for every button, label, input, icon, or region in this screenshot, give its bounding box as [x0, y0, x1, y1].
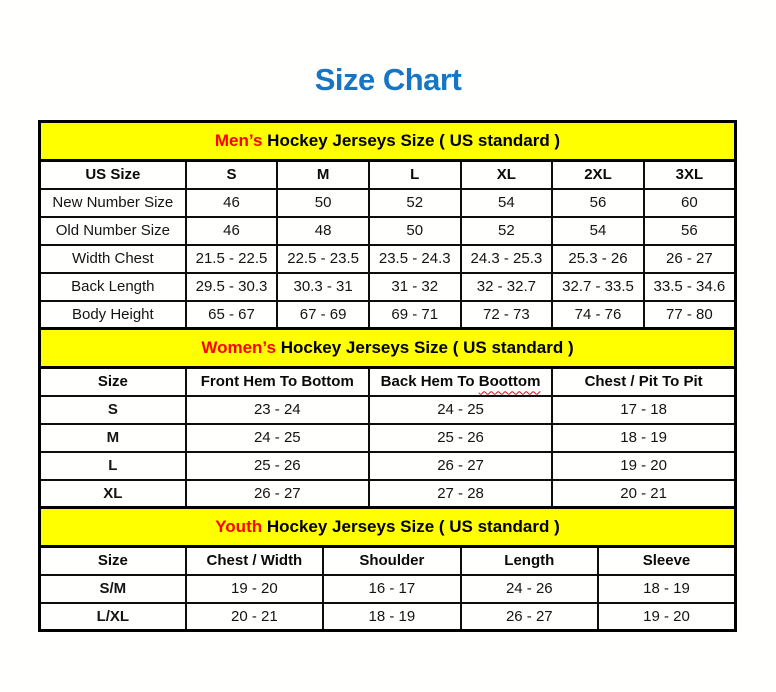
- size-cell: 26 - 27: [644, 245, 736, 273]
- section-heading-womens: [38, 327, 737, 369]
- size-cell: 25.3 - 26: [552, 245, 644, 273]
- column-header: Back Hem To Boottom: [369, 368, 552, 396]
- size-cell: 69 - 71: [369, 301, 461, 329]
- row-label-cell: S: [40, 396, 186, 424]
- size-cell: 30.3 - 31: [277, 273, 369, 301]
- size-cell: 18 - 19: [323, 603, 460, 631]
- table-row: [40, 217, 736, 245]
- size-cell: 25 - 26: [186, 452, 369, 480]
- size-cell: 32 - 32.7: [461, 273, 553, 301]
- header-row: [40, 547, 736, 575]
- size-cell: 24 - 26: [461, 575, 598, 603]
- header-row: [40, 161, 736, 189]
- section-mens: [38, 120, 737, 330]
- column-header: Sleeve: [598, 547, 735, 575]
- section-heading-text: Hockey Jerseys Size ( US standard ): [280, 338, 574, 357]
- size-cell: 60: [644, 189, 736, 217]
- section-youth: [38, 506, 737, 632]
- section-heading-text: Hockey Jerseys Size ( US standard ): [266, 517, 560, 536]
- size-cell: 50: [369, 217, 461, 245]
- section-heading-accent: Men’s: [214, 131, 263, 150]
- misspelled-word: Boottom: [478, 373, 541, 391]
- size-cell: 19 - 20: [598, 603, 735, 631]
- column-header: XL: [461, 161, 553, 189]
- table-row: [40, 480, 736, 508]
- row-label-cell: New Number Size: [40, 189, 186, 217]
- row-label-cell: S/M: [40, 575, 186, 603]
- size-cell: 29.5 - 30.3: [186, 273, 278, 301]
- size-cell: 16 - 17: [323, 575, 460, 603]
- column-header: Size: [40, 368, 186, 396]
- table-row: [40, 424, 736, 452]
- table-row: [40, 396, 736, 424]
- column-header: M: [277, 161, 369, 189]
- size-cell: 72 - 73: [461, 301, 553, 329]
- size-cell: 46: [186, 217, 278, 245]
- column-header: 3XL: [644, 161, 736, 189]
- size-cell: 48: [277, 217, 369, 245]
- row-label-cell: Back Length: [40, 273, 186, 301]
- size-cell: 20 - 21: [186, 603, 323, 631]
- row-label-cell: Old Number Size: [40, 217, 186, 245]
- size-cell: 20 - 21: [552, 480, 735, 508]
- size-cell: 24 - 25: [369, 396, 552, 424]
- table-row: [40, 301, 736, 329]
- size-cell: 26 - 27: [369, 452, 552, 480]
- size-cell: 26 - 27: [461, 603, 598, 631]
- size-table-womens: [38, 366, 737, 509]
- table-row: [40, 245, 736, 273]
- size-cell: 31 - 32: [369, 273, 461, 301]
- size-cell: 77 - 80: [644, 301, 736, 329]
- section-heading-accent: Youth: [215, 517, 263, 536]
- size-cell: 54: [552, 217, 644, 245]
- size-cell: 65 - 67: [186, 301, 278, 329]
- size-cell: 23 - 24: [186, 396, 369, 424]
- size-tables: [38, 120, 737, 632]
- size-cell: 52: [369, 189, 461, 217]
- column-header: 2XL: [552, 161, 644, 189]
- column-header: Size: [40, 547, 186, 575]
- row-label-cell: XL: [40, 480, 186, 508]
- section-womens: [38, 327, 737, 509]
- column-header: US Size: [40, 161, 186, 189]
- section-heading-mens: [38, 120, 737, 162]
- size-cell: 56: [552, 189, 644, 217]
- row-label-cell: L: [40, 452, 186, 480]
- size-cell: 67 - 69: [277, 301, 369, 329]
- size-cell: 22.5 - 23.5: [277, 245, 369, 273]
- size-cell: 19 - 20: [186, 575, 323, 603]
- column-header: S: [186, 161, 278, 189]
- size-cell: 27 - 28: [369, 480, 552, 508]
- row-label-cell: Body Height: [40, 301, 186, 329]
- size-cell: 18 - 19: [598, 575, 735, 603]
- page-title: Size Chart: [314, 62, 462, 97]
- table-row: [40, 273, 736, 301]
- column-header: Shoulder: [323, 547, 460, 575]
- size-cell: 24.3 - 25.3: [461, 245, 553, 273]
- section-heading-youth: [38, 506, 737, 548]
- section-heading-accent: Women’s: [201, 338, 276, 357]
- header-row: [40, 368, 736, 396]
- row-label-cell: L/XL: [40, 603, 186, 631]
- column-header: Front Hem To Bottom: [186, 368, 369, 396]
- table-row: [40, 575, 736, 603]
- size-cell: 32.7 - 33.5: [552, 273, 644, 301]
- size-table-youth: [38, 545, 737, 632]
- column-header: Chest / Width: [186, 547, 323, 575]
- size-table-mens: [38, 159, 737, 330]
- size-cell: 46: [186, 189, 278, 217]
- size-cell: 52: [461, 217, 553, 245]
- size-cell: 54: [461, 189, 553, 217]
- table-row: [40, 452, 736, 480]
- column-header: L: [369, 161, 461, 189]
- size-cell: 23.5 - 24.3: [369, 245, 461, 273]
- size-cell: 33.5 - 34.6: [644, 273, 736, 301]
- row-label-cell: M: [40, 424, 186, 452]
- size-cell: 25 - 26: [369, 424, 552, 452]
- size-cell: 24 - 25: [186, 424, 369, 452]
- table-row: [40, 189, 736, 217]
- size-cell: 18 - 19: [552, 424, 735, 452]
- row-label-cell: Width Chest: [40, 245, 186, 273]
- size-cell: 50: [277, 189, 369, 217]
- size-cell: 56: [644, 217, 736, 245]
- column-header: Chest / Pit To Pit: [552, 368, 735, 396]
- size-cell: 17 - 18: [552, 396, 735, 424]
- size-cell: 21.5 - 22.5: [186, 245, 278, 273]
- size-cell: 26 - 27: [186, 480, 369, 508]
- section-heading-text: Hockey Jerseys Size ( US standard ): [267, 131, 561, 150]
- size-cell: 74 - 76: [552, 301, 644, 329]
- table-row: [40, 603, 736, 631]
- column-header: Length: [461, 547, 598, 575]
- size-cell: 19 - 20: [552, 452, 735, 480]
